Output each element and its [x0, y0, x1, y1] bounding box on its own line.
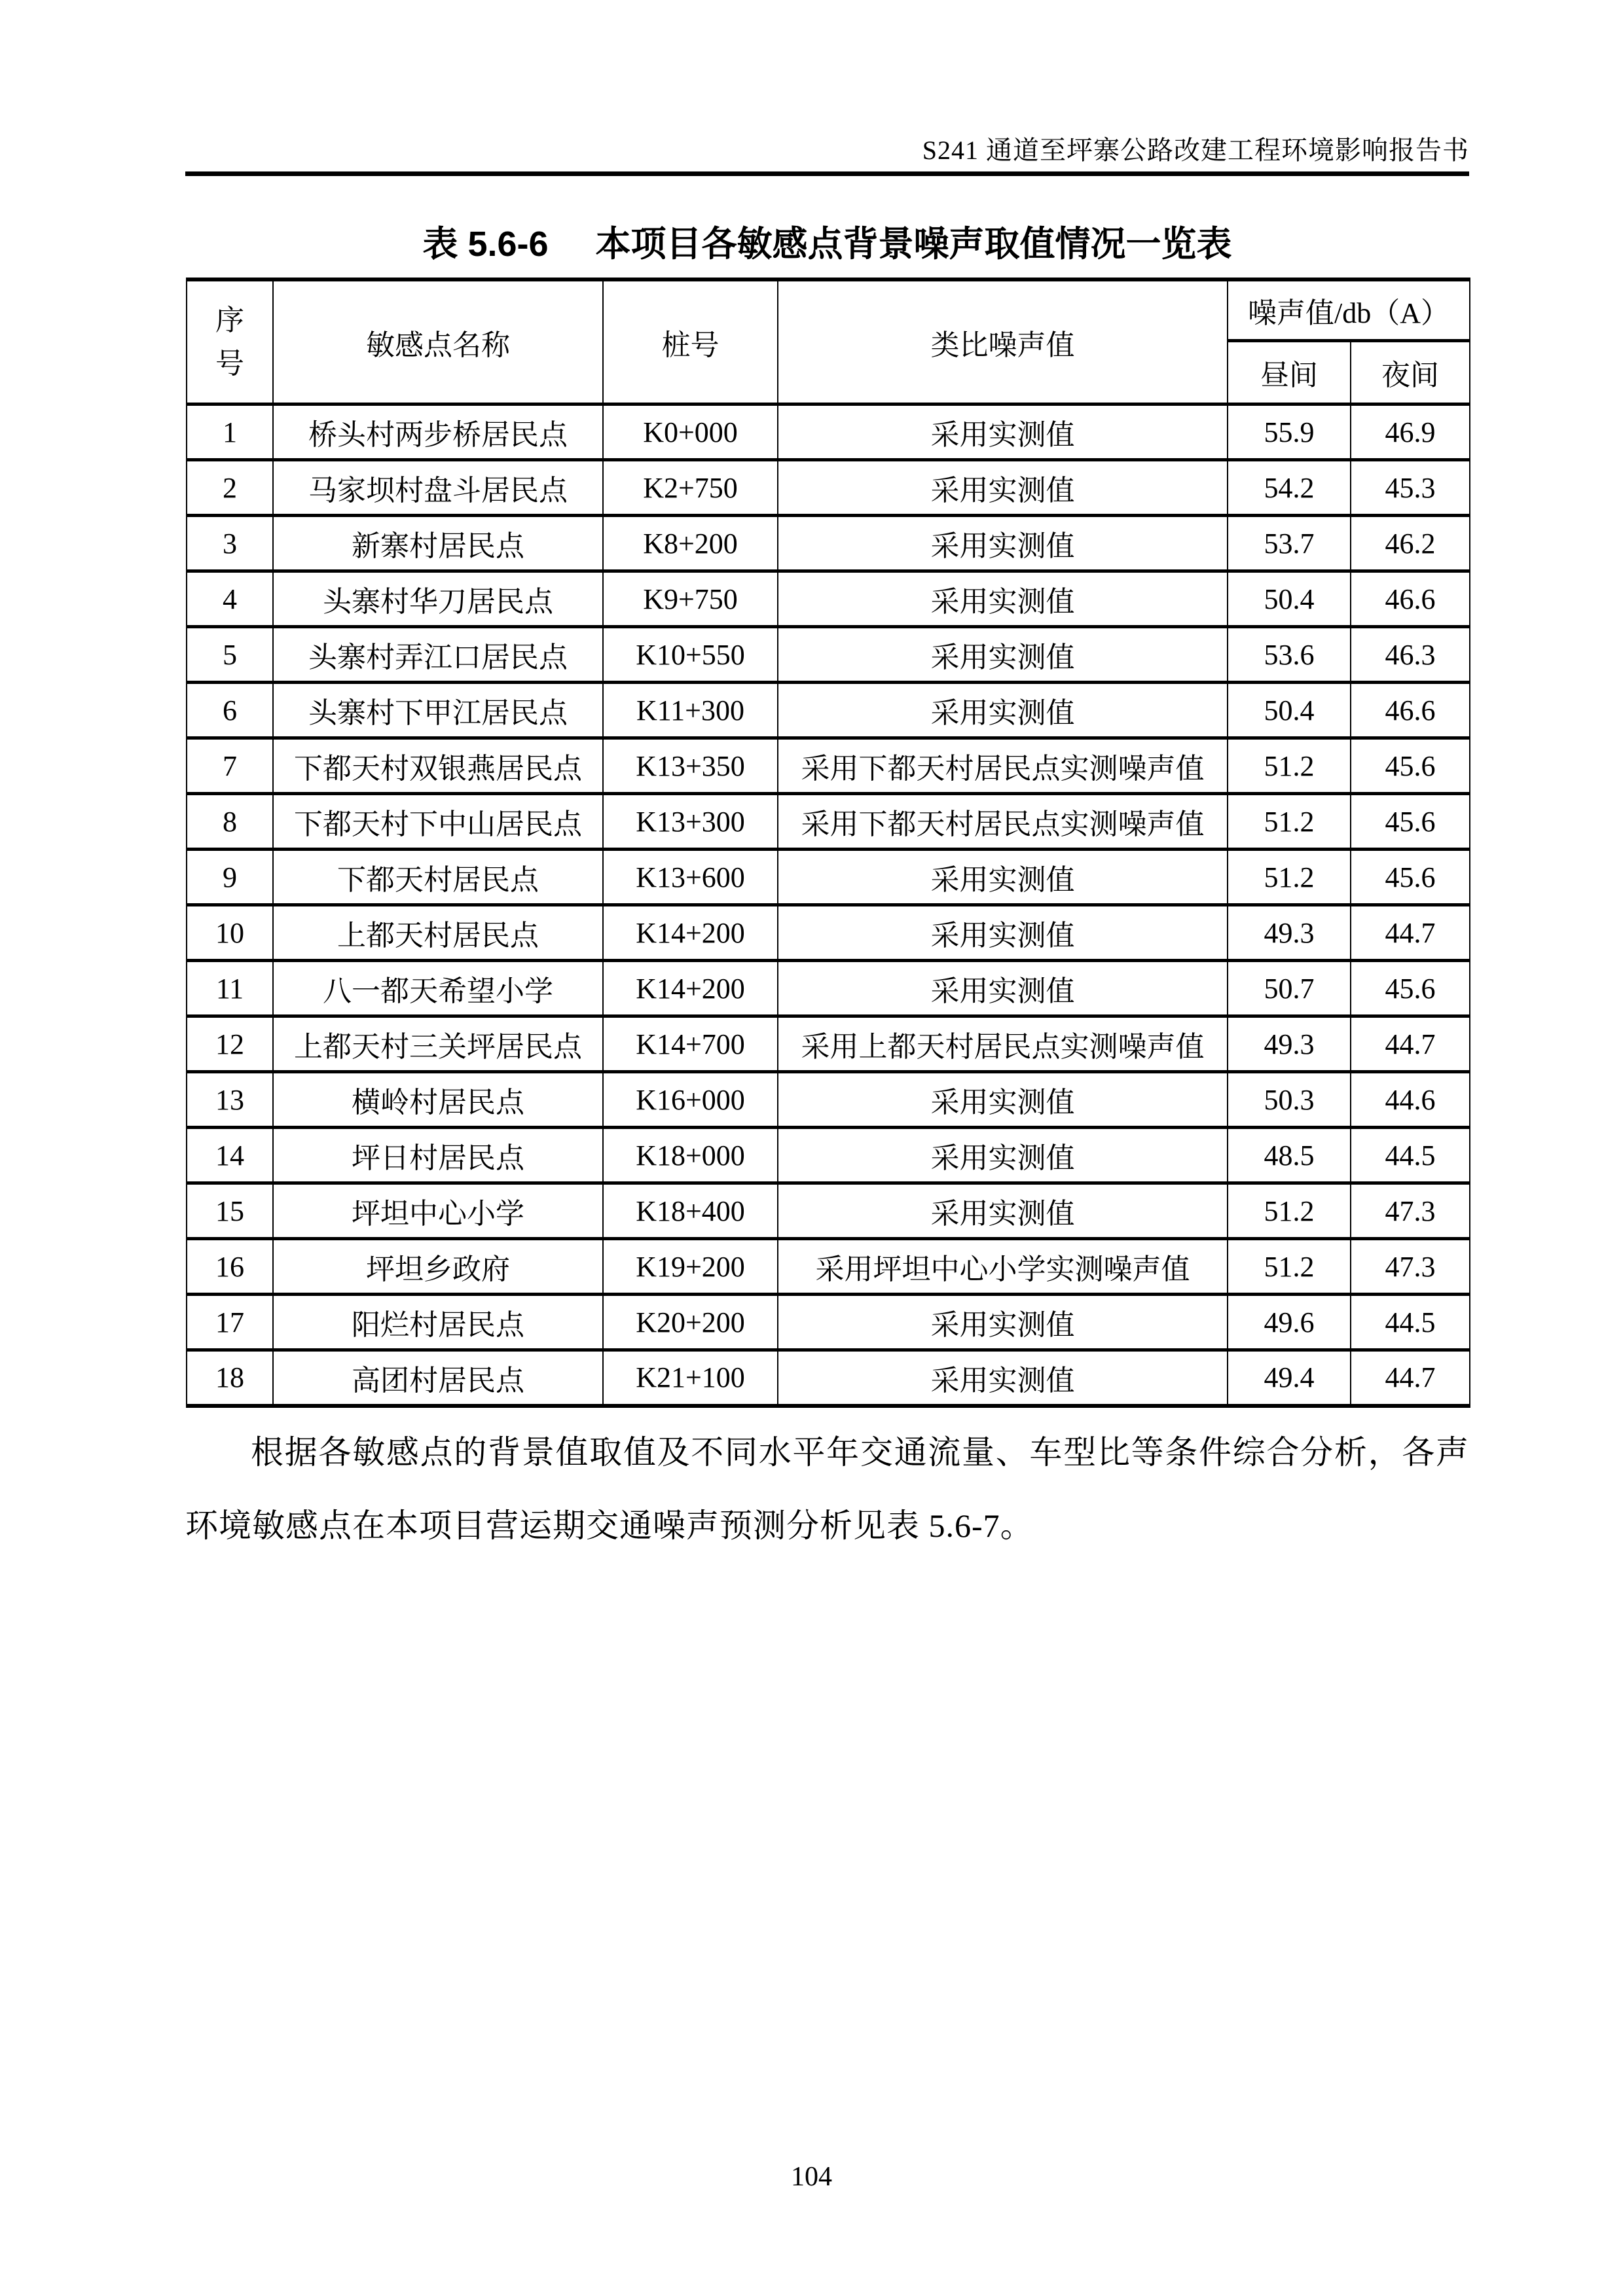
cell-stake: K19+200 — [603, 1239, 778, 1295]
col-header-analog: 类比噪声值 — [778, 279, 1228, 404]
cell-index: 1 — [187, 404, 273, 460]
cell-day: 48.5 — [1228, 1128, 1351, 1183]
cell-stake: K21+100 — [603, 1350, 778, 1406]
cell-name: 桥头村两步桥居民点 — [273, 404, 603, 460]
col-header-index: 序号 — [187, 279, 273, 404]
cell-stake: K10+550 — [603, 627, 778, 683]
table-row — [187, 627, 1470, 683]
cell-name: 上都天村居民点 — [273, 905, 603, 961]
cell-day: 51.2 — [1228, 1239, 1351, 1295]
cell-stake: K0+000 — [603, 404, 778, 460]
table-body — [187, 404, 1470, 1406]
cell-index: 12 — [187, 1016, 273, 1072]
header-rule — [185, 171, 1469, 176]
cell-stake: K20+200 — [603, 1295, 778, 1350]
cell-name: 头寨村弄江口居民点 — [273, 627, 603, 683]
page-header — [185, 130, 1469, 167]
cell-day: 54.2 — [1228, 460, 1351, 516]
cell-analog: 采用上都天村居民点实测噪声值 — [778, 1016, 1228, 1072]
cell-day: 51.2 — [1228, 850, 1351, 905]
cell-index: 11 — [187, 961, 273, 1016]
cell-day: 50.4 — [1228, 683, 1351, 738]
table-row — [187, 1016, 1470, 1072]
cell-stake: K13+350 — [603, 738, 778, 794]
table-row — [187, 1072, 1470, 1128]
cell-analog: 采用实测值 — [778, 1183, 1228, 1239]
cell-day: 51.2 — [1228, 1183, 1351, 1239]
cell-name: 坪日村居民点 — [273, 1128, 603, 1183]
cell-index: 17 — [187, 1295, 273, 1350]
cell-night: 47.3 — [1351, 1183, 1470, 1239]
table-row — [187, 905, 1470, 961]
cell-name: 头寨村华刀居民点 — [273, 571, 603, 627]
cell-night: 45.6 — [1351, 738, 1470, 794]
cell-stake: K11+300 — [603, 683, 778, 738]
cell-stake: K2+750 — [603, 460, 778, 516]
col-header-noise-group: 噪声值/db（A） — [1228, 279, 1470, 341]
cell-day: 50.4 — [1228, 571, 1351, 627]
cell-analog: 采用实测值 — [778, 460, 1228, 516]
col-header-stake: 桩号 — [603, 279, 778, 404]
table-head — [187, 279, 1470, 404]
table-caption-label: 表 5.6-6 — [422, 224, 549, 264]
cell-name: 上都天村三关坪居民点 — [273, 1016, 603, 1072]
cell-stake: K14+700 — [603, 1016, 778, 1072]
cell-day: 53.6 — [1228, 627, 1351, 683]
cell-day: 49.6 — [1228, 1295, 1351, 1350]
col-header-night: 夜间 — [1351, 341, 1470, 404]
cell-name: 头寨村下甲江居民点 — [273, 683, 603, 738]
cell-index: 10 — [187, 905, 273, 961]
table-row — [187, 1183, 1470, 1239]
cell-index: 9 — [187, 850, 273, 905]
cell-night: 47.3 — [1351, 1239, 1470, 1295]
cell-name: 下都天村下中山居民点 — [273, 794, 603, 850]
table-row — [187, 738, 1470, 794]
table-row — [187, 460, 1470, 516]
cell-night: 46.6 — [1351, 571, 1470, 627]
cell-night: 46.6 — [1351, 683, 1470, 738]
cell-stake: K13+300 — [603, 794, 778, 850]
cell-night: 44.7 — [1351, 905, 1470, 961]
cell-name: 八一都天希望小学 — [273, 961, 603, 1016]
cell-index: 2 — [187, 460, 273, 516]
cell-stake: K16+000 — [603, 1072, 778, 1128]
cell-stake: K9+750 — [603, 571, 778, 627]
cell-name: 新寨村居民点 — [273, 516, 603, 571]
col-header-name: 敏感点名称 — [273, 279, 603, 404]
cell-analog: 采用实测值 — [778, 516, 1228, 571]
cell-name: 坪坦中心小学 — [273, 1183, 603, 1239]
cell-analog: 采用实测值 — [778, 404, 1228, 460]
cell-day: 51.2 — [1228, 738, 1351, 794]
table-caption-title: 本项目各敏感点背景噪声取值情况一览表 — [595, 224, 1232, 264]
cell-name: 高团村居民点 — [273, 1350, 603, 1406]
cell-day: 53.7 — [1228, 516, 1351, 571]
cell-day: 55.9 — [1228, 404, 1351, 460]
cell-day: 49.3 — [1228, 905, 1351, 961]
cell-day: 50.3 — [1228, 1072, 1351, 1128]
page-header-text: S241 通道至坪寨公路改建工程环境影响报告书 — [922, 135, 1469, 165]
cell-index: 3 — [187, 516, 273, 571]
table-row — [187, 516, 1470, 571]
table-row — [187, 1128, 1470, 1183]
cell-index: 8 — [187, 794, 273, 850]
cell-name: 下都天村双银燕居民点 — [273, 738, 603, 794]
table-row — [187, 683, 1470, 738]
cell-index: 18 — [187, 1350, 273, 1406]
cell-index: 14 — [187, 1128, 273, 1183]
col-header-day: 昼间 — [1228, 341, 1351, 404]
cell-stake: K14+200 — [603, 961, 778, 1016]
cell-analog: 采用实测值 — [778, 905, 1228, 961]
table-caption — [185, 216, 1469, 266]
cell-analog: 采用实测值 — [778, 571, 1228, 627]
cell-index: 16 — [187, 1239, 273, 1295]
cell-night: 45.3 — [1351, 460, 1470, 516]
cell-analog: 采用实测值 — [778, 627, 1228, 683]
noise-table — [186, 278, 1470, 1408]
cell-name: 横岭村居民点 — [273, 1072, 603, 1128]
cell-analog: 采用坪坦中心小学实测噪声值 — [778, 1239, 1228, 1295]
cell-night: 44.7 — [1351, 1350, 1470, 1406]
cell-analog: 采用实测值 — [778, 850, 1228, 905]
cell-index: 6 — [187, 683, 273, 738]
cell-name: 马家坝村盘斗居民点 — [273, 460, 603, 516]
cell-night: 45.6 — [1351, 850, 1470, 905]
cell-index: 4 — [187, 571, 273, 627]
cell-night: 44.5 — [1351, 1295, 1470, 1350]
cell-analog: 采用实测值 — [778, 1072, 1228, 1128]
cell-analog: 采用下都天村居民点实测噪声值 — [778, 738, 1228, 794]
body-paragraph: 根据各敏感点的背景值取值及不同水平年交通流量、车型比等条件综合分析，各声环境敏感点在本项目营运期交通噪声预测分析见表 5.6-7。 — [185, 1434, 1469, 1544]
table-row — [187, 1295, 1470, 1350]
cell-analog: 采用实测值 — [778, 1350, 1228, 1406]
cell-index: 7 — [187, 738, 273, 794]
cell-night: 45.6 — [1351, 961, 1470, 1016]
cell-night: 46.9 — [1351, 404, 1470, 460]
cell-name: 下都天村居民点 — [273, 850, 603, 905]
cell-stake: K13+600 — [603, 850, 778, 905]
cell-analog: 采用实测值 — [778, 1295, 1228, 1350]
cell-day: 50.7 — [1228, 961, 1351, 1016]
table-row — [187, 850, 1470, 905]
cell-night: 44.7 — [1351, 1016, 1470, 1072]
cell-day: 51.2 — [1228, 794, 1351, 850]
page-number: 104 — [791, 2162, 832, 2192]
cell-night: 46.2 — [1351, 516, 1470, 571]
cell-night: 46.3 — [1351, 627, 1470, 683]
cell-index: 13 — [187, 1072, 273, 1128]
cell-night: 44.5 — [1351, 1128, 1470, 1183]
table-row — [187, 794, 1470, 850]
table-row — [187, 1239, 1470, 1295]
table-row — [187, 404, 1470, 460]
cell-day: 49.4 — [1228, 1350, 1351, 1406]
cell-name: 坪坦乡政府 — [273, 1239, 603, 1295]
cell-stake: K14+200 — [603, 905, 778, 961]
cell-analog: 采用实测值 — [778, 961, 1228, 1016]
cell-night: 45.6 — [1351, 794, 1470, 850]
cell-index: 15 — [187, 1183, 273, 1239]
cell-night: 44.6 — [1351, 1072, 1470, 1128]
cell-analog: 采用下都天村居民点实测噪声值 — [778, 794, 1228, 850]
cell-stake: K18+400 — [603, 1183, 778, 1239]
cell-index: 5 — [187, 627, 273, 683]
table-row — [187, 1350, 1470, 1406]
table-row — [187, 571, 1470, 627]
cell-analog: 采用实测值 — [778, 1128, 1228, 1183]
cell-stake: K18+000 — [603, 1128, 778, 1183]
cell-analog: 采用实测值 — [778, 683, 1228, 738]
cell-name: 阳烂村居民点 — [273, 1295, 603, 1350]
cell-stake: K8+200 — [603, 516, 778, 571]
cell-day: 49.3 — [1228, 1016, 1351, 1072]
table-row — [187, 961, 1470, 1016]
